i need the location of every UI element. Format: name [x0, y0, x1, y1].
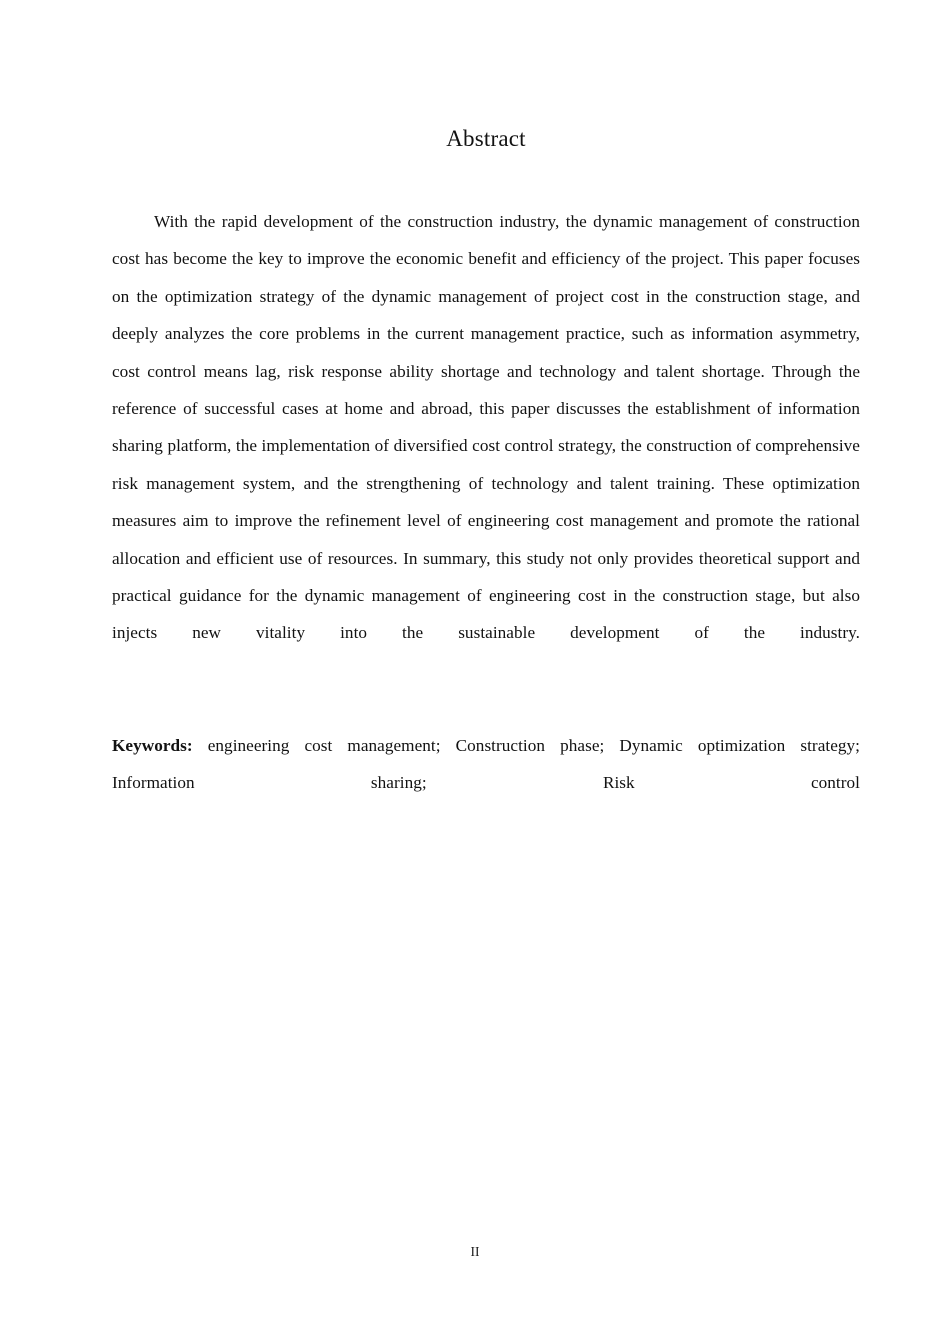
page-title: Abstract: [446, 126, 526, 151]
keywords-line: [112, 689, 860, 839]
page-number-footer: II: [470, 1244, 480, 1259]
keywords-list: engineering cost management; Construction phase; Dynamic optimization strategy; Information sharing; Risk control: [112, 735, 860, 793]
abstract-paragraph: With the rapid development of the construction industry, the dynamic management of construction cost has become the key to improve the economic benefit and efficiency of the project. This paper focuses on the optimization strategy of the dynamic management of project cost in the construction stage, and deeply analyzes the core problems in the current management practice, such as information asymmetry, cost control means lag, risk response ability shortage and technology and talent shortage. Through the reference of successful cases at home and abroad, this paper discusses the establishment of information sharing platform, the implementation of diversified cost control strategy, the construction of comprehensive risk management system, and the strengthening of technology and talent training. These optimization measures aim to improve the refinement level of engineering cost management and promote the rational allocation and efficient use of resources. In summary, this study not only provides theoretical support and practical guidance for the dynamic management of engineering cost in the construction stage, but also injects new vitality into the sustainable development of the industry.: [112, 212, 860, 643]
keywords-label: Keywords:: [112, 735, 193, 755]
abstract-content: [112, 203, 860, 839]
